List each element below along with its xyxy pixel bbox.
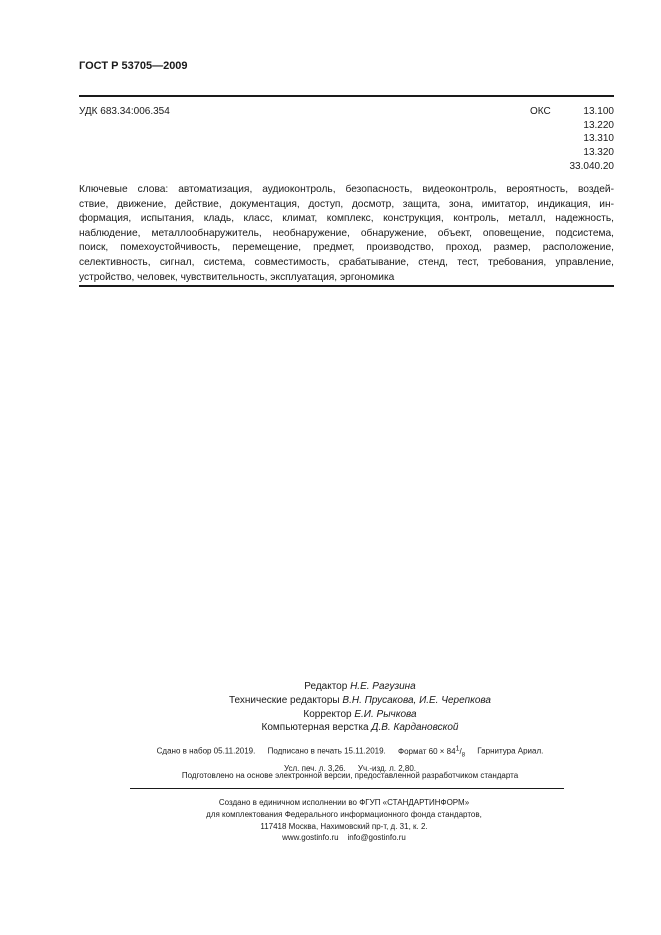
oks-code: 13.100: [583, 106, 614, 117]
layout-line: [180, 721, 540, 735]
layout-name: Д.В. Кардановской: [371, 722, 459, 734]
publisher-sheets: Уч.-изд. л. 2,80.: [357, 764, 417, 774]
keywords-line: формация, испытания, кладь, класс, климат, комплекс, конструкция, контроль, металл, надежность,: [79, 213, 614, 225]
credits-block: [180, 680, 540, 735]
oks-row-1: [530, 105, 614, 119]
print-sheets: Усл. печ. л. 3,26.: [283, 764, 346, 774]
footer-line: для комплектования Федерального информационного фонда стандартов,: [206, 809, 482, 819]
keywords-line: ствие, движение, действие, документация, доступ, досмотр, защита, зона, имитатор, индикация, ин-: [79, 198, 614, 210]
oks-code: 13.320: [583, 147, 614, 159]
print-info-line-1: [120, 742, 580, 762]
footer-line: Создано в единичном исполнении во ФГУП «СТАНДАРТИНФОРМ»: [218, 798, 470, 807]
tech-editors-names: В.Н. Прусакова, И.Е. Черепкова: [342, 694, 491, 706]
corrector-label: Корректор: [303, 708, 352, 720]
tech-editors-label: Технические редакторы: [228, 694, 340, 706]
layout-label: Компьютерная верстка: [261, 722, 369, 734]
editor-line: [180, 680, 540, 694]
keywords-paragraph: [79, 183, 614, 285]
keywords-line: поиск, помехоустойчивость, перемещение, предмет, производство, проход, размер, расположение,: [79, 242, 614, 254]
editor-label: Редактор: [304, 681, 348, 692]
udc-code: УДК 683.34:006.354: [79, 106, 170, 117]
top-divider: [79, 95, 614, 97]
oks-codes: [530, 105, 614, 174]
typeset-date: Сдано в набор 05.11.2019.: [156, 746, 256, 756]
middle-divider: [79, 285, 614, 287]
document-title: ГОСТ Р 53705—2009: [79, 60, 188, 72]
keywords-line: селективность, сигнал, система, совместимость, срабатывание, стенд, тест, требования, управление,: [79, 256, 614, 268]
corrector-line: [180, 708, 540, 722]
footer-line: 117418 Москва, Нахимовский пр-т, д. 31, к. 2.: [260, 821, 428, 831]
keywords-line: устройство, человек, чувствительность, эксплуатация, эргономика: [79, 271, 395, 283]
keywords-line: наблюдение, металлообнаружитель, необнаружение, обнаружение, объект, оповещение, подсистема,: [79, 227, 614, 239]
signed-date: Подписано в печать 15.11.2019.: [267, 746, 386, 756]
oks-code: 33.040.20: [569, 160, 614, 172]
prepared-note: Подготовлено на основе электронной версии, предоставленной разработчиком стандарта: [181, 771, 519, 780]
tech-editors-line: [180, 694, 540, 708]
editor-name: Н.Е. Рагузина: [350, 681, 416, 692]
website-link[interactable]: www.gostinfo.ru: [282, 833, 339, 843]
keywords-line: Ключевые слова: автоматизация, аудиоконтроль, безопасность, видеоконтроль, вероятность, воздей-: [79, 184, 614, 195]
oks-code: 13.310: [583, 133, 614, 145]
corrector-name: Е.И. Рычкова: [354, 708, 417, 720]
publisher-footer: [100, 797, 588, 844]
oks-label: ОКС: [530, 106, 551, 117]
paper-format: Формат $60 \times 84^1/_8$: [398, 745, 466, 759]
footer-contacts: [100, 832, 588, 844]
typeface: Гарнитура Ариал.: [477, 746, 544, 756]
bottom-divider: [130, 788, 564, 789]
email-link[interactable]: info@gostinfo.ru: [347, 833, 406, 843]
oks-code: 13.220: [583, 119, 614, 131]
